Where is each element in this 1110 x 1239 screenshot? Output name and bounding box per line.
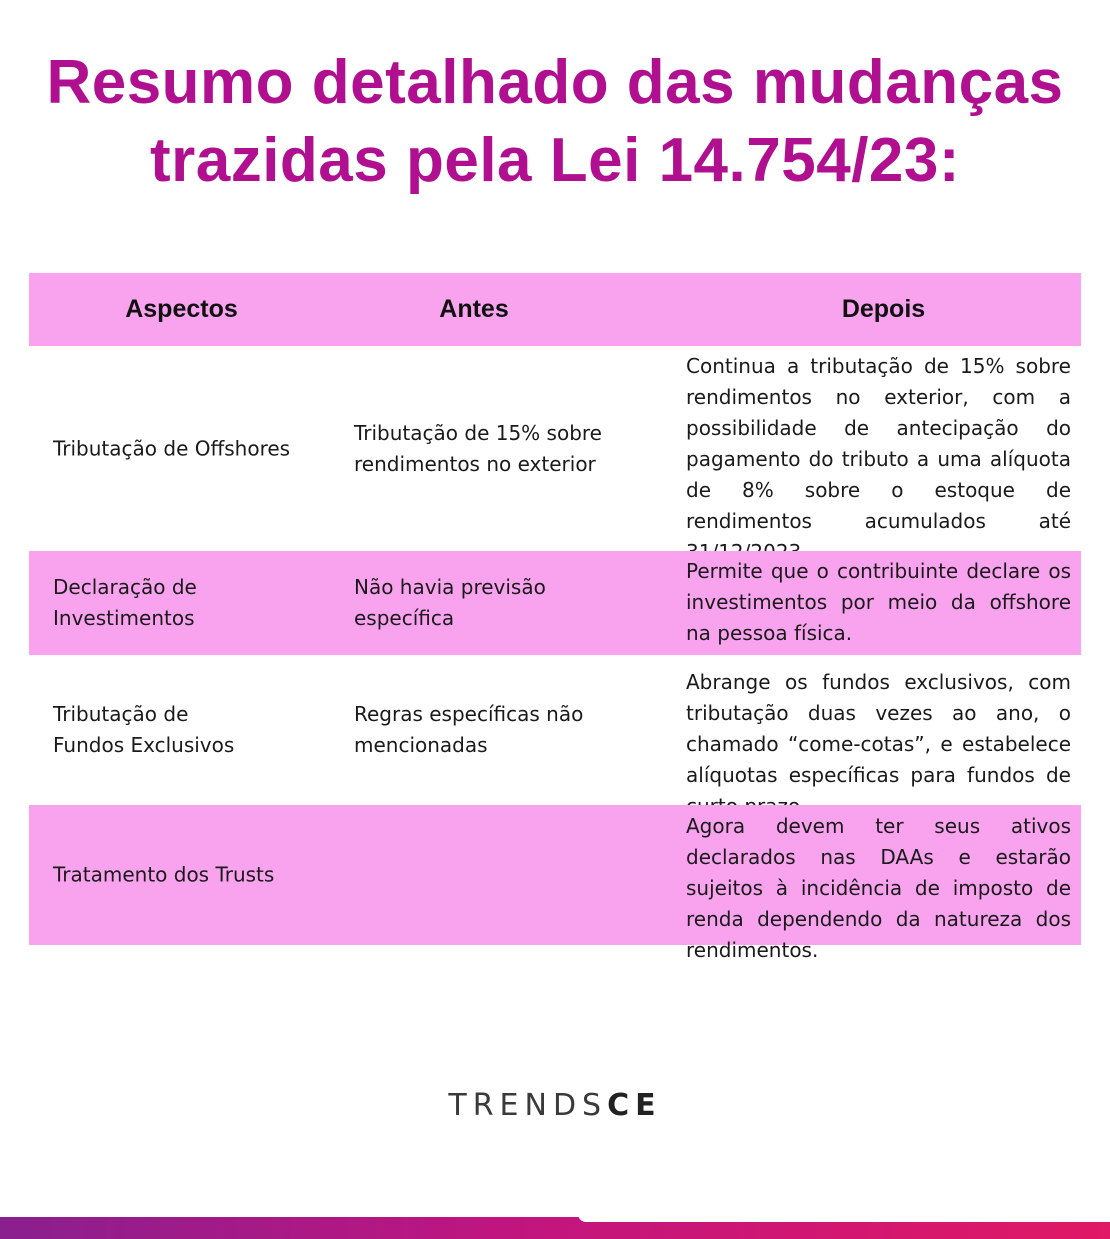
cell-aspect: Tributação de Fundos Exclusivos xyxy=(53,702,235,757)
cell-aspect: Tributação de Offshores xyxy=(53,436,291,460)
header-antes: Antes xyxy=(439,295,509,323)
bottom-bar-notch xyxy=(578,1214,1110,1222)
cell-after: Abrange os fundos exclusivos, com tributação duas vezes ao ano, o chamado “come-cotas”, e estabelece alíquotas específicas para fundos de xyxy=(686,670,1071,787)
cell-after: Agora devem ter seus ativos declarados nas DAAs e estarão sujeitos à incidência de imposto de renda dependendo da natureza dos rendimentos. xyxy=(686,814,1071,962)
comparison-table xyxy=(29,273,1081,962)
table-row xyxy=(29,805,1081,962)
cell-before: Regras específicas não mencionadas xyxy=(354,702,584,757)
logo-text-ce: CE xyxy=(607,1088,662,1123)
table-row xyxy=(29,346,1081,551)
header-aspectos: Aspectos xyxy=(125,295,238,323)
cell-before: Tributação de 15% sobre rendimentos no exterior xyxy=(354,420,602,476)
table-row xyxy=(29,551,1081,655)
cell-before: Não havia previsão específica xyxy=(354,575,546,630)
cell-aspect: Declaração de Investimentos xyxy=(53,575,197,630)
page-title xyxy=(0,44,1110,200)
header-depois: Depois xyxy=(841,295,926,323)
cell-after: Continua a tributação de 15% sobre rendimentos no exterior, com a possibilidade de antecipação do pagamento do tributo a uma alíquota de 8% sobre o estoque de rendimentos acumulados até xyxy=(686,354,1071,533)
cell-after: Permite que o contribuinte declare os investimentos por meio da offshore na pessoa física. xyxy=(686,559,1071,645)
cell-aspect: Tratamento dos Trusts xyxy=(53,862,275,887)
page-title-line-2: trazidas pela Lei 14.754/23: xyxy=(149,126,961,195)
table-header-row xyxy=(29,273,1081,346)
trendsce-logo xyxy=(0,1088,1110,1123)
logo-text-trends: TRENDS xyxy=(448,1088,608,1123)
table-row xyxy=(29,655,1081,805)
page-title-line-1: Resumo detalhado das mudanças xyxy=(46,48,1064,117)
